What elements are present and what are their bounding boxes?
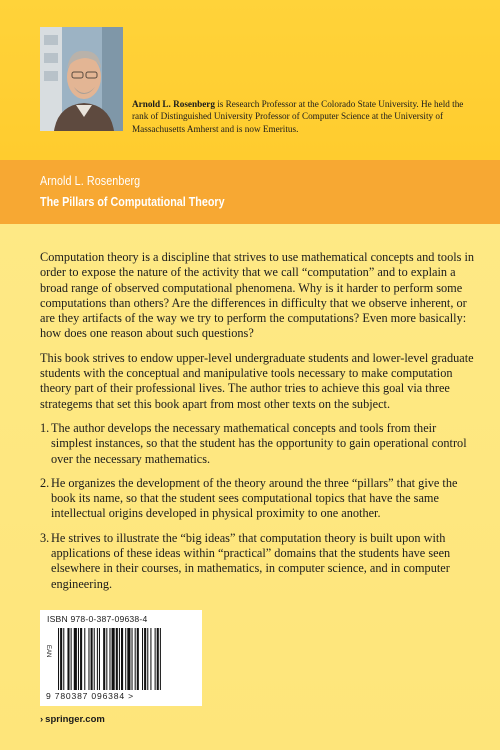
list-item — [40, 476, 476, 522]
list-item-number: 3. — [40, 530, 50, 545]
bio-author-name: Arnold L. Rosenberg — [132, 99, 215, 109]
list-item — [40, 421, 476, 467]
author-photo — [40, 27, 123, 131]
list-item-text: He organizes the development of the theory around the three “pillars” that give the book its name, so that the student sees computational topics that have the same intellectual origins developed in physical proximity to one another. — [51, 475, 458, 521]
ean-label: EAN — [45, 645, 51, 658]
title-band — [0, 160, 500, 224]
list-item-text: The author develops the necessary mathematical concepts and tools from their simplest instances, so that the student has the opportunity to gain operational control over the necessary mathematics. — [51, 420, 467, 466]
barcode-bars — [58, 628, 196, 690]
list-item-number: 1. — [40, 420, 50, 435]
barcode-digits: 9 780387 096384 > — [46, 691, 134, 701]
list-item — [40, 531, 476, 592]
bio-text: is Research Professor at the Colorado State University. He held the rank of Distinguished University Professor of Computer Science at the University of Massachusetts Amherst and is now Emeritus. — [132, 99, 464, 134]
strategems-list — [40, 421, 476, 592]
book-title: The Pillars of Computational Theory — [40, 195, 225, 209]
list-item-number: 2. — [40, 475, 50, 490]
list-item-text: He strives to illustrate the “big ideas” that computation theory is built upon with applications of these ideas within “practical” domains that the students have seen elsewhere in their courses, in mathematics, in computer science, and in computer engineering. — [51, 530, 451, 591]
description-paragraph-2: This book strives to endow upper-level undergraduate students and lower-level graduate students with the conceptual and manipulative tools necessary to make computation theory part of their professional lives. The author tries to achieve this goal via three strategems that set this book apart from most other texts on the subject. — [40, 350, 474, 411]
author-bio — [132, 98, 477, 135]
publisher-link[interactable] — [40, 714, 105, 725]
description-paragraph-1: Computation theory is a discipline that strives to use mathematical concepts and tools in order to expose the nature of the activity that we call “computation” and to explain a broad range of observed computational phenomena. Why is it harder to perform some computations than others? Are the differences in difficulty that we observe inherent, or are they artifacts of the way we try to perform the computations? Even more basically: how does one reason about such questions? — [40, 250, 475, 341]
chevron-right-icon: › — [40, 714, 44, 725]
isbn-barcode — [40, 610, 202, 706]
publisher-name: springer.com — [45, 714, 105, 725]
book-description — [40, 250, 476, 601]
header-author: Arnold L. Rosenberg — [40, 174, 141, 188]
isbn-number: ISBN 978-0-387-09638-4 — [47, 614, 148, 624]
